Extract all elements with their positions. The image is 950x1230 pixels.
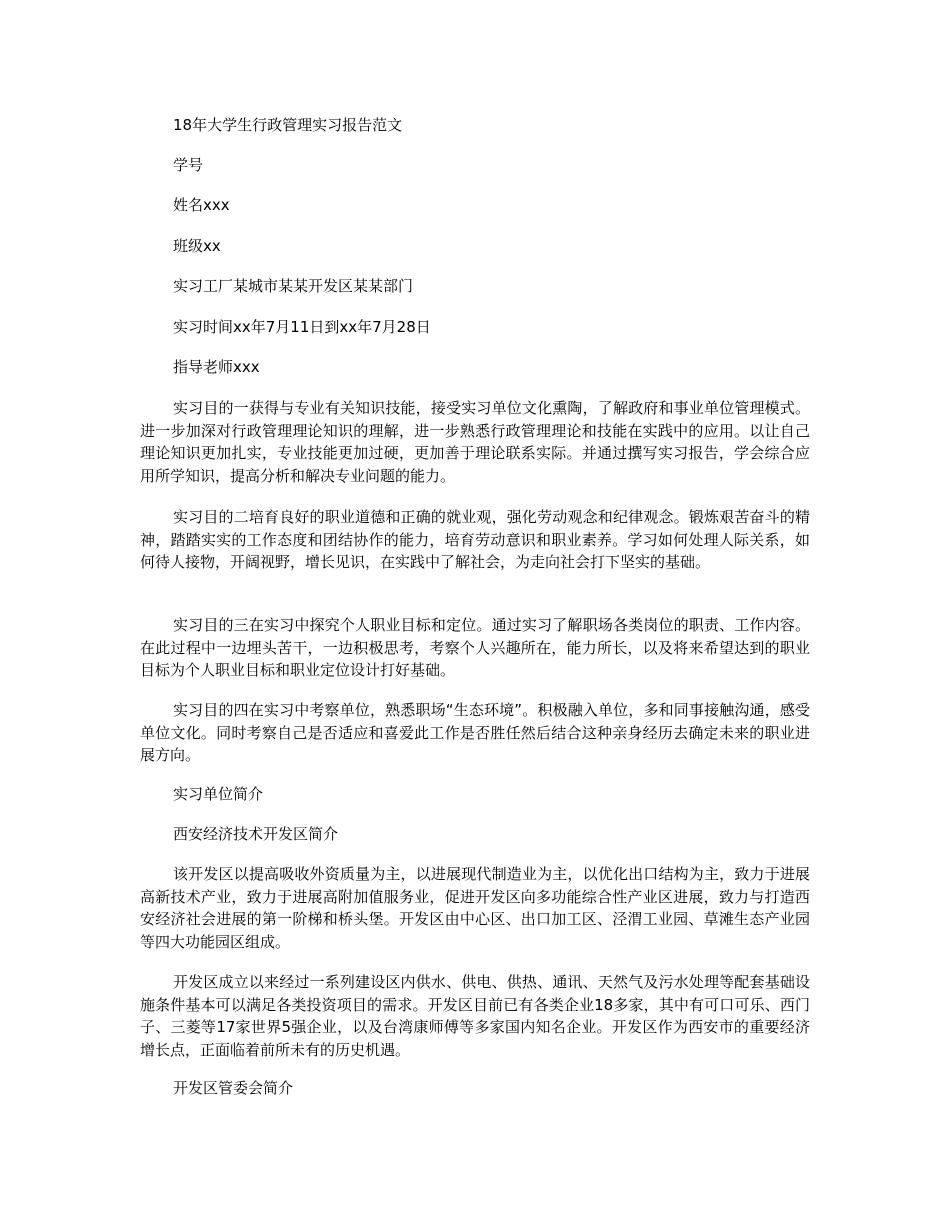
purpose-paragraph-2: 实习目的二培育良好的职业道德和正确的就业观，强化劳动观念和纪律观念。锻炼艰苦奋斗的精神，踏踏实实的工作态度和团结协作的能力，培育劳动意识和职业素养。学习如何处理人际关系，如何待人接物，开阔视野，增长见识，在实践中了解社会，为走向社会打下坚实的基础。 [140,508,810,571]
student-id-label: 学号 [173,156,204,174]
internship-location: 实习工厂某城市某某开发区某某部门 [173,277,414,295]
section-heading-committee: 开发区管委会简介 [173,1079,294,1097]
purpose-paragraph-3: 实习目的三在实习中探究个人职业目标和定位。通过实习了解职场各类岗位的职责、工作内容。在此过程中一边埋头苦干，一边积极思考，考察个人兴趣所在，能力所长，以及将来希望达到的职业目标为个人职业目标和职业定位设计打好基础。 [140,616,810,679]
student-class: 班级xx [173,237,221,255]
internship-period: 实习时间xx年7月11日到xx年7月28日 [173,318,431,336]
zone-paragraph-2: 开发区成立以来经过一系列建设区内供水、供电、供热、通讯、天然气及污水处理等配套基础设施条件基本可以满足各类投资项目的需求。开发区目前已有各类企业18多家，其中有可口可乐、西门子、三菱等17家世界5强企业，以及台湾康师傅等多家国内知名企业。开发区作为西安市的重要经济增长点，正面临着前所未有的历史机遇。 [140,973,810,1059]
zone-paragraph-1: 该开发区以提高吸收外资质量为主，以进展现代制造业为主，以优化出口结构为主，致力于进展高新技术产业，致力于进展高附加值服务业，促进开发区向多功能综合性产业区进展，致力与打造西安经济社会进展的第一阶梯和桥头堡。开发区由中心区、出口加工区、泾渭工业园、草滩生态产业园等四大功能园区组成。 [140,865,810,951]
section-heading-unit: 实习单位简介 [173,785,264,803]
section-heading-zone: 西安经济技术开发区简介 [173,825,339,843]
student-name: 姓名xxx [173,196,230,214]
purpose-paragraph-1: 实习目的一获得与专业有关知识技能，接受实习单位文化熏陶，了解政府和事业单位管理模式。进一步加深对行政管理理论知识的理解，进一步熟悉行政管理理论和技能在实践中的应用。以让自己理论知识更加扎实，专业技能更加过硬，更加善于理论联系实际。并通过撰写实习报告，学会综合应用所学知识，提高分析和解决专业问题的能力。 [140,399,810,485]
advisor: 指导老师xxx [173,358,260,376]
purpose-paragraph-4: 实习目的四在实习中考察单位，熟悉职场“生态环境”。积极融入单位，多和同事接触沟通，感受单位文化。同时考察自己是否适应和喜爱此工作是否胜任然后结合这种亲身经历去确定未来的职业进展方向。 [140,701,810,764]
document-title: 18年大学生行政管理实习报告范文 [173,116,403,134]
